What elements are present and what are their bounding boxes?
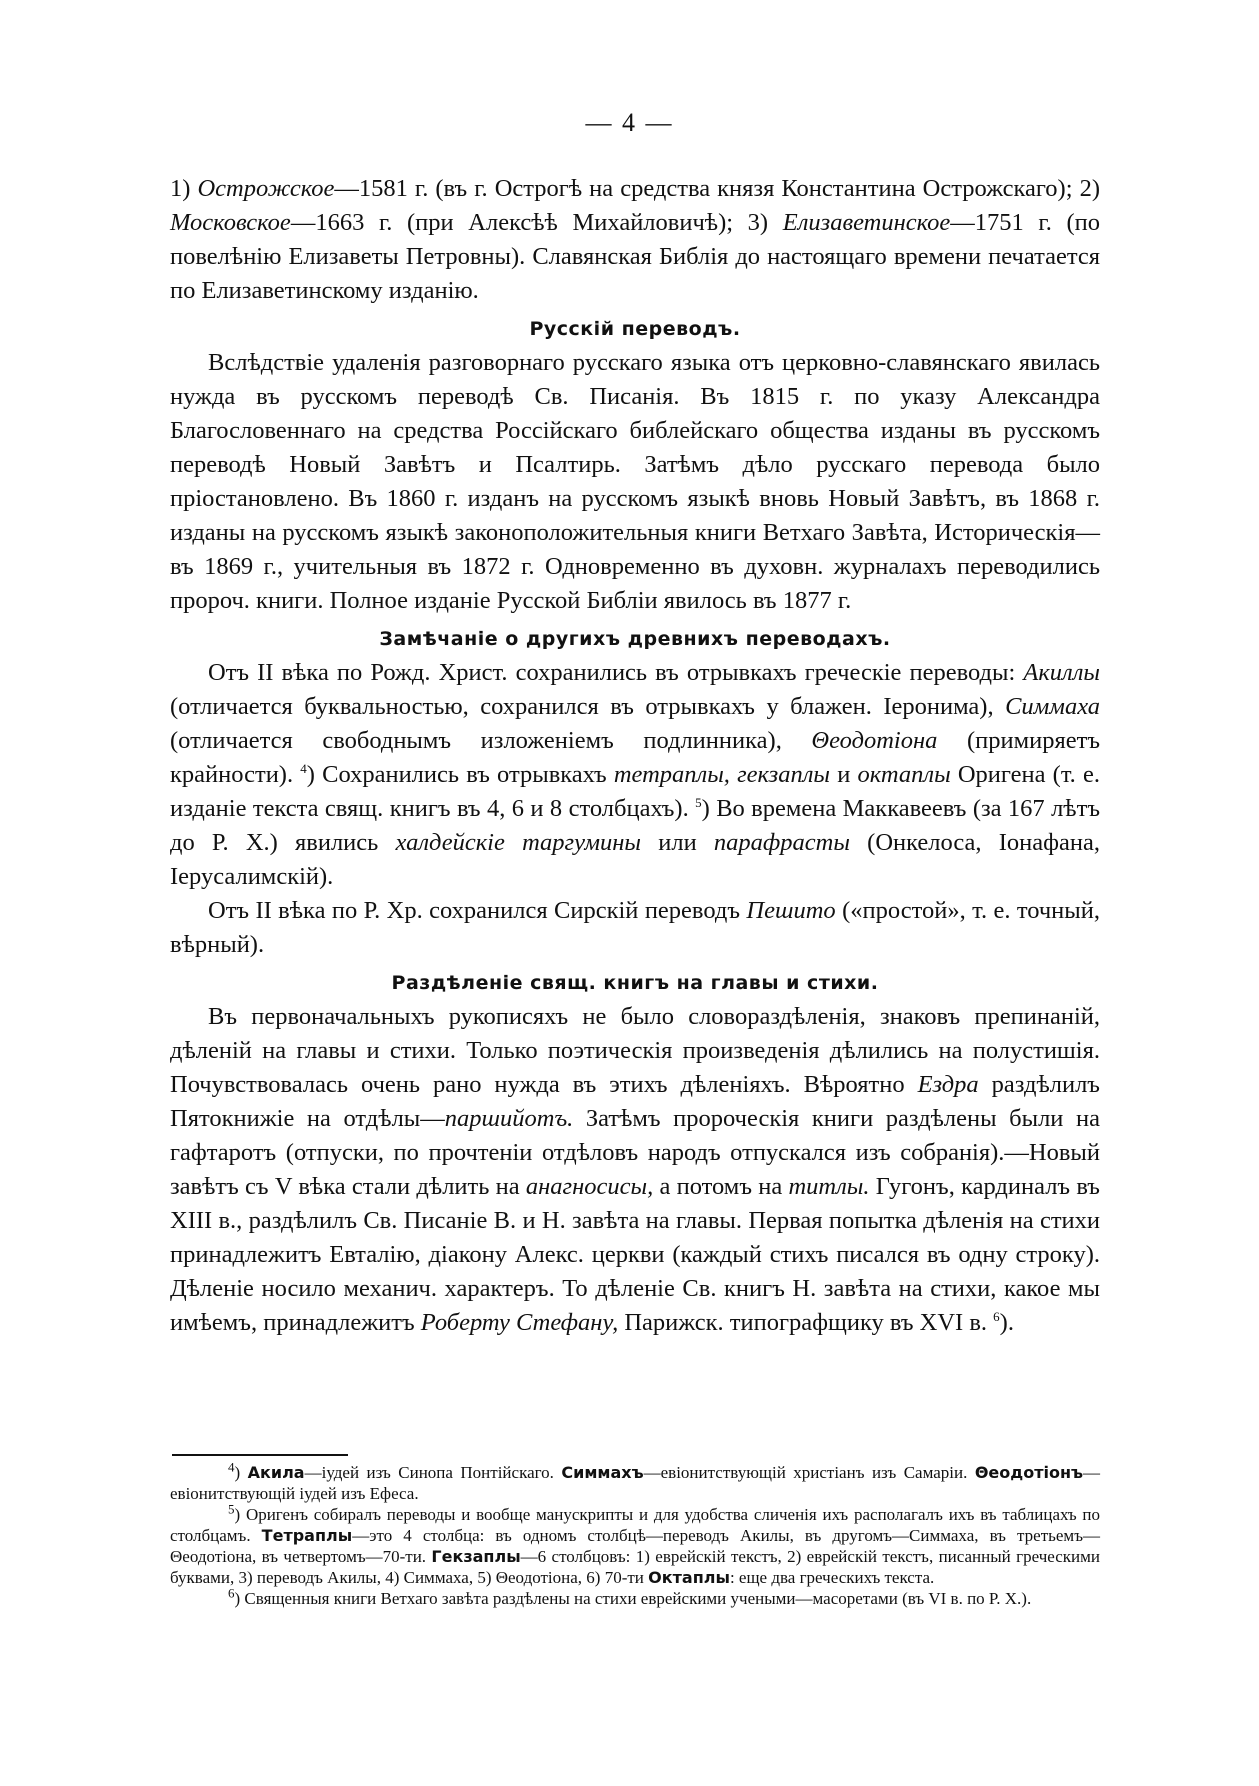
heading-other-translations: Замѣчаніе о другихъ древнихъ переводахъ. — [379, 628, 891, 650]
term-elizavetinskoe: Елизаветинское — [782, 209, 951, 236]
footnotes — [170, 1459, 1101, 1609]
footnote-ref-4: 4 — [300, 760, 307, 776]
footnote-divider — [172, 1454, 348, 1456]
paragraph-greek-translations: Отъ II вѣка по Рожд. Христ. сохранились въ отрывкахъ греческіе переводы: Акиллы (отличается буквальностью, сохранился въ отрывкахъ у блажен. Іеронима), Симмаха (отличается свободнымъ изложеніемъ подлинника), Θеодотіона (примиряетъ крайности). $^4$) Сохранились въ отрывкахъ тетраплы, гекзаплы и октаплы Оригена (т. е. изданіе текста свящ. книгъ въ 4, 6 и 8 столбцахъ). $^5$) Во времена Маккавеевъ (за 167 лѣтъ до Р. Х.) явились халдейскіе таргумины или парафрасты (Онкелоса, Іонафана, Іерусалимскій). — [170, 659, 1101, 890]
term-moskovskoe: Московское — [170, 209, 291, 236]
footnote-6: $^6$) Священныя книги Ветхаго завѣта раздѣлены на стихи еврейскими учеными—масоретами (въ VI в. по Р. Х.). — [228, 1585, 1032, 1608]
paragraph-slavic-editions: 1) Острожское—1581 г. (въ г. Острогѣ на средства князя Константина Острожскаго); 2) Московское—1663 г. (при Алексѣѣ Михайловичѣ); 3) Елизаветинское—1751 г. (по повелѣнію Елизаветы Петровны). Славянская Библія до настоящаго времени печатается по Елизаветинскому изданію. — [170, 175, 1100, 304]
footnote-4: $^4$) Акила—іудей изъ Синопа Понтійскаго. Симмахъ—евіонитствующій христіанъ изъ Самаріи. Θеодотіонъ—евіонитствующій іудей изъ Ефеса. — [170, 1459, 1101, 1503]
footnote-ref-6: 6 — [993, 1308, 1000, 1324]
main-text — [170, 172, 1100, 1340]
heading-division: Раздѣленіе свящ. книгъ на главы и стихи. — [391, 972, 879, 994]
paragraph-russian-translation: Вслѣдствіе удаленія разговорнаго русскаго языка отъ церковно-славянскаго явилась нужда въ русскомъ переводѣ Св. Писанія. Въ 1815 г. по указу Александра Благословеннаго на средства Россійскаго библейскаго общества изданы въ русскомъ переводѣ Новый Завѣтъ и Псалтирь. Затѣмъ дѣло русскаго перевода было пріостановлено. Въ 1860 г. изданъ на русскомъ языкѣ вновь Новый Завѣтъ, въ 1868 г. изданы на русскомъ языкѣ законоположительныя книги Ветхаго Завѣта, Историческія—въ 1869 г., учительныя въ 1872 г. Одновременно въ духовн. журналахъ переводились пророч. книги. Полное изданіе Русской Библіи явилось въ 1877 г. — [170, 349, 1100, 614]
footnote-ref-5: 5 — [695, 794, 702, 810]
heading-russian-translation: Русскій переводъ. — [529, 318, 741, 340]
paragraph-syriac-translation: Отъ II вѣка по Р. Хр. сохранился Сирскій переводъ Пешито («простой», т. е. точный, вѣрный). — [170, 897, 1100, 958]
paragraph-division: Въ первоначальныхъ рукописяхъ не было словораздѣленія, знаковъ препинаній, дѣленій на главы и стихи. Только поэтическія произведенія дѣлились на полустишія. Почувствовалась очень рано нужда въ этихъ дѣленіяхъ. Вѣроятно Ездра раздѣлилъ Пятокнижіе на отдѣлы—паршийотъ. Затѣмъ пророческія книги раздѣлены были на гафтаротъ (отпуски, по прочтеніи отдѣловъ народъ отпускался изъ собранія).—Новый завѣтъ съ V вѣка стали дѣлить на анагносисы, а потомъ на титлы. Гугонъ, кардиналъ въ XIII в., раздѣлилъ Св. Писаніе В. и Н. завѣта на главы. Первая попытка дѣленія на стихи принадлежитъ Евталію, діакону Алекс. церкви (каждый стихъ писался въ одну строку). Дѣленіе носило механич. характеръ. То дѣленіе Св. книгъ Н. завѣта на стихи, какое мы имѣемъ, принадлежитъ Роберту Стефану, Парижск. типографщику въ XVI в. $^6$). — [170, 1003, 1100, 1336]
footnote-5: $^5$) Оригенъ собиралъ переводы и вообще манускрипты и для удобства сличенія ихъ располагалъ ихъ въ таблицахъ по столбцамъ. Тетраплы—это 4 столбца: въ одномъ столбцѣ—переводъ Акилы, въ другомъ—Симмаха, въ третьемъ—Θеодотіона, въ четвертомъ—70-ти. Гекзаплы—6 столбцовъ: 1) еврейскій текстъ, 2) еврейскій текстъ, писанный греческими буквами, 3) переводъ Акилы, 4) Симмаха, 5) Θеодотіона, 6) 70-ти Октаплы: еще два греческихъ текста. — [170, 1501, 1101, 1587]
page-number: — 4 — — [585, 108, 674, 137]
term-ostrozhskoe: Острожское — [197, 175, 335, 202]
